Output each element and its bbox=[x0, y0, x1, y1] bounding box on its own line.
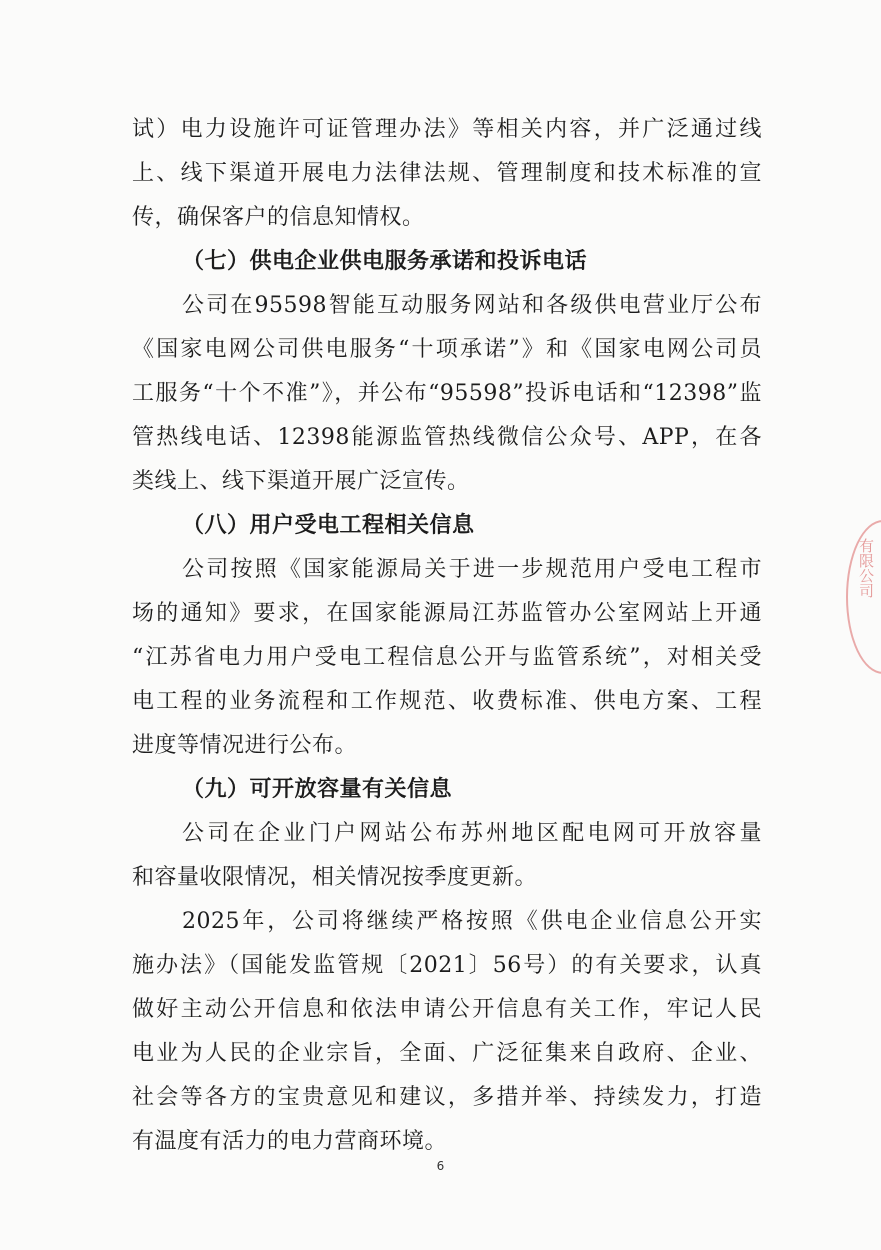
paragraph-line: 进度等情况进行公布。 bbox=[132, 733, 358, 758]
page-number: 6 bbox=[436, 1159, 445, 1173]
paragraph-line: 做好主动公开信息和依法申请公开信息有关工作，牢记人民 bbox=[132, 997, 762, 1022]
paragraph-line: 工服务“十个不准”》，并公布“95598”投诉电话和“12398”监 bbox=[132, 381, 762, 406]
paragraph-line: 社会等各方的宝贵意见和建议，多措并举、持续发力，打造 bbox=[132, 1085, 762, 1110]
paragraph-line: 施办法》（国能发监管规〔2021〕56号）的有关要求，认真 bbox=[132, 953, 762, 978]
paragraph-line: 类线上、线下渠道开展广泛宣传。 bbox=[132, 469, 470, 494]
section-heading-9: （九）可开放容量有关信息 bbox=[182, 777, 453, 802]
seal-stamp-text: 有限公司 bbox=[857, 538, 875, 598]
paragraph-line: 上、线下渠道开展电力法律法规、管理制度和技术标准的宣 bbox=[132, 161, 762, 186]
paragraph-line: 电业为人民的企业宗旨，全面、广泛征集来自政府、企业、 bbox=[132, 1041, 762, 1066]
paragraph-line: “江苏省电力用户受电工程信息公开与监管系统”，对相关受 bbox=[132, 645, 762, 670]
paragraph-line: 场的通知》要求，在国家能源局江苏监管办公室网站上开通 bbox=[132, 601, 762, 626]
paragraph-line: 《国家电网公司供电服务“十项承诺”》和《国家电网公司员 bbox=[132, 337, 762, 362]
paragraph-line: 管热线电话、12398能源监管热线微信公众号、APP，在各 bbox=[132, 425, 762, 450]
paragraph-line: 和容量收限情况，相关情况按季度更新。 bbox=[132, 865, 538, 890]
paragraph-line: 电工程的业务流程和工作规范、收费标准、供电方案、工程 bbox=[132, 689, 762, 714]
paragraph-line: 有温度有活力的电力营商环境。 bbox=[132, 1129, 448, 1154]
paragraph-line: 2025年，公司将继续严格按照《供电企业信息公开实 bbox=[182, 909, 762, 934]
paragraph-line: 传，确保客户的信息知情权。 bbox=[132, 205, 425, 230]
paragraph-line: 公司在95598智能互动服务网站和各级供电营业厅公布 bbox=[182, 293, 762, 318]
paragraph-line: 公司在企业门户网站公布苏州地区配电网可开放容量 bbox=[182, 821, 762, 846]
section-heading-7: （七）供电企业供电服务承诺和投诉电话 bbox=[182, 249, 588, 274]
paragraph-line: 试）电力设施许可证管理办法》等相关内容，并广泛通过线 bbox=[132, 117, 762, 142]
section-heading-8: （八）用户受电工程相关信息 bbox=[182, 513, 475, 538]
paragraph-line: 公司按照《国家能源局关于进一步规范用户受电工程市 bbox=[182, 557, 762, 582]
